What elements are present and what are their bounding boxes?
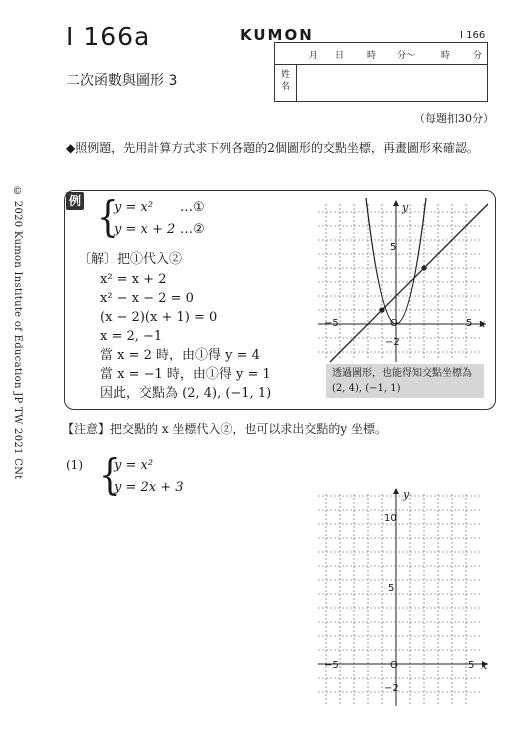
copyright-vertical: © 2020 Kumon Institute of Education JP TW 2021 CNt xyxy=(12,186,23,480)
intersection-point xyxy=(379,307,384,312)
page-title: 二次函數與圖形 3 xyxy=(66,73,178,89)
p1-y-neg-label: −2 xyxy=(384,683,399,694)
score-note: （每題扣30分） xyxy=(414,112,494,125)
example-badge: 例 xyxy=(66,192,84,210)
solution-line: 當 x = 2 時，由①得 y = 4 xyxy=(100,348,260,363)
date-time-row[interactable] xyxy=(275,43,487,65)
p1-y-mid-label: 5 xyxy=(388,583,395,594)
example-eq2: y = x + 2 xyxy=(114,222,176,237)
instruction: ◆照例題，先用計算方式求下列各題的2個圖形的交點坐標，再畫圖形來確認。 xyxy=(66,141,479,155)
name-label: 姓名 xyxy=(275,65,297,101)
ex-x-pos-label: 5 xyxy=(466,318,473,329)
caption-line-2: (2, 4), (−1, 1) xyxy=(332,383,401,394)
problem-1-eq2: y = 2x + 3 xyxy=(114,480,184,495)
worksheet-code: I 166a xyxy=(66,22,151,51)
ex-origin-label: O xyxy=(390,318,398,329)
name-row[interactable] xyxy=(275,65,487,101)
p1-x-axis-label: x xyxy=(481,659,488,672)
example-eq2-mark: …② xyxy=(180,222,205,237)
problem-1-graph[interactable] xyxy=(316,488,494,708)
system-brace: { xyxy=(97,192,119,243)
note: 【注意】把交點的 x 坐標代入②，也可以求出交點的y 坐標。 xyxy=(62,422,387,436)
problem-1-label: (1) xyxy=(66,458,83,472)
ex-y-axis-label: y xyxy=(402,201,409,214)
hour-label-2: 時 xyxy=(441,51,451,61)
p1-y-top-label: 10 xyxy=(384,513,397,524)
caption-line-1: 透過圖形，也能得知交點坐標為 xyxy=(332,368,472,379)
day-label: 日 xyxy=(335,51,345,61)
ex-x-neg-label: −5 xyxy=(324,318,339,329)
line-curve xyxy=(330,204,488,362)
solution-line: 因此，交點為 (2, 4), (−1, 1) xyxy=(100,386,272,401)
hour-label: 時 xyxy=(367,51,377,61)
p1-y-axis-label: y xyxy=(403,488,410,501)
date-name-box xyxy=(274,42,488,102)
solution-line: 當 x = −1 時，由①得 y = 1 xyxy=(100,367,271,382)
problem-1-brace: { xyxy=(99,450,121,501)
p1-origin-label: O xyxy=(390,660,398,671)
example-eq1: y = x² xyxy=(114,200,154,215)
solution-header: 〔解〕把①代入② xyxy=(78,252,183,267)
intersection-point xyxy=(421,265,426,270)
ex-y-neg-label: −2 xyxy=(385,337,400,348)
p1-x-neg-label: −5 xyxy=(324,660,339,671)
minute-label: 分 xyxy=(473,51,483,61)
month-label: 月 xyxy=(309,51,319,61)
p1-x-pos-label: 5 xyxy=(468,660,475,671)
ex-x-axis-label: x xyxy=(479,317,486,330)
example-graph xyxy=(316,198,492,364)
solution-lines xyxy=(100,270,271,403)
solution-line: (x − 2)(x + 1) = 0 xyxy=(100,310,218,325)
solution-line: x² − x − 2 = 0 xyxy=(100,291,194,306)
graph-caption xyxy=(326,364,484,398)
minute-to-label: 分～ xyxy=(397,51,416,61)
example-eq1-mark: …① xyxy=(180,200,205,215)
solution-line: x = 2, −1 xyxy=(100,329,163,344)
brand-logo: KUMON xyxy=(240,26,314,44)
ex-y-pos-label: 5 xyxy=(390,242,397,253)
solution-line: x² = x + 2 xyxy=(100,272,167,287)
worksheet-code-small: I 166 xyxy=(460,30,486,41)
problem-1-eq1: y = x² xyxy=(114,458,154,473)
